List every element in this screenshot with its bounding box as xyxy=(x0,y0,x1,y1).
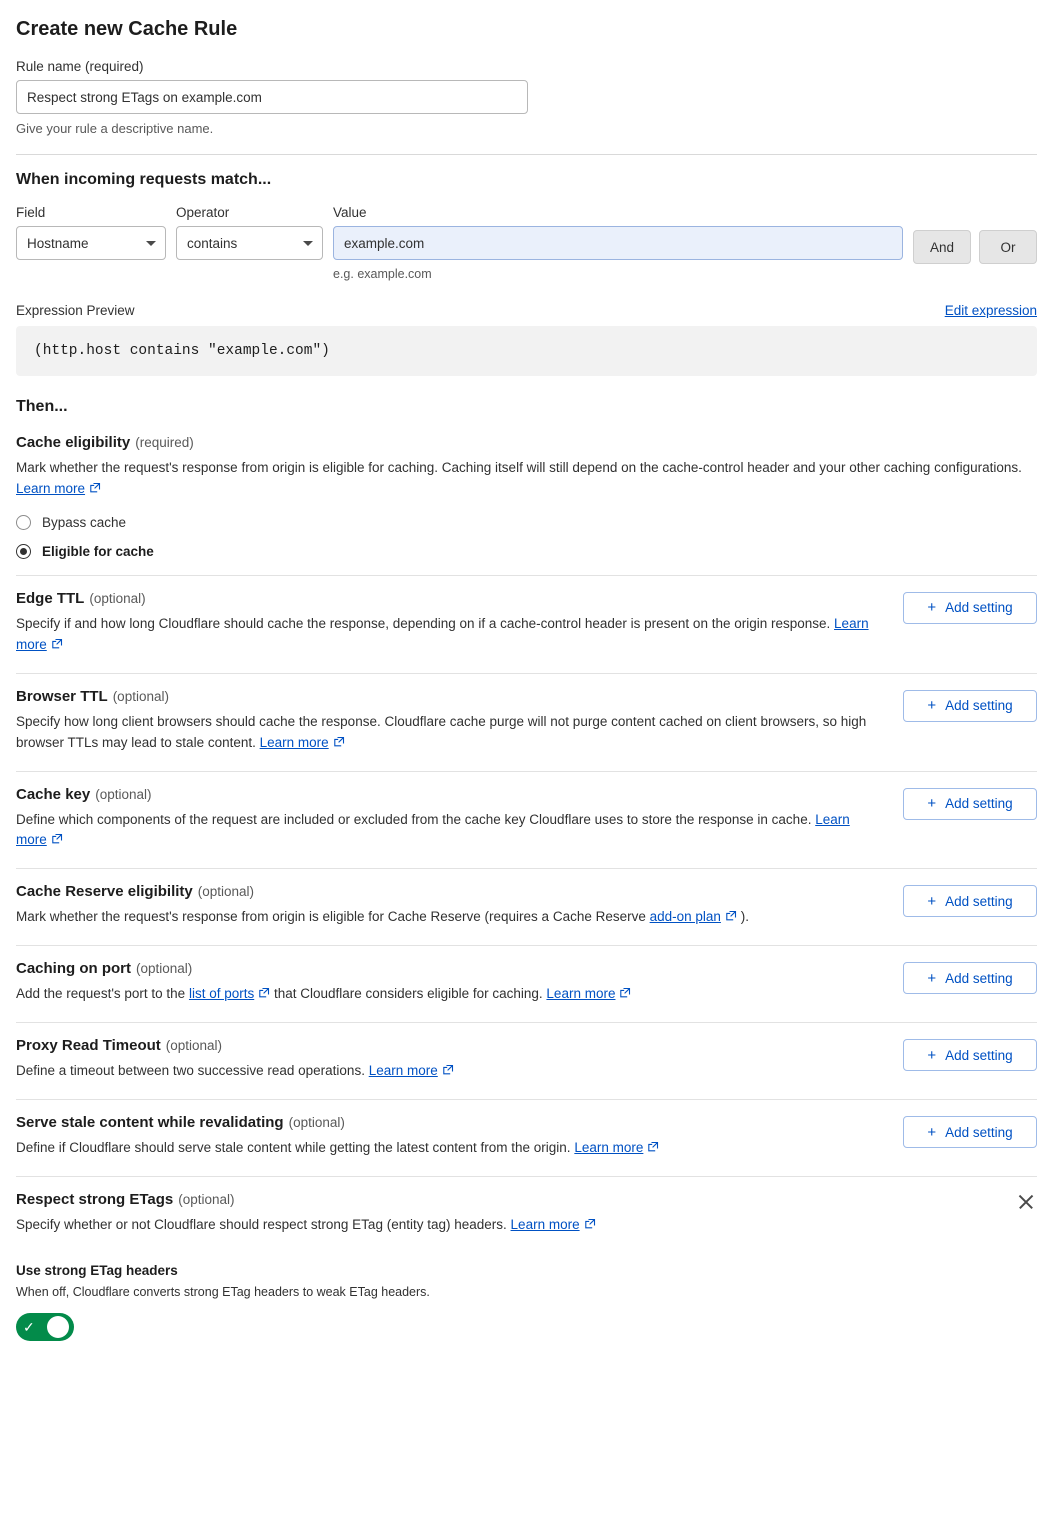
learn-more-link[interactable]: Learn more xyxy=(546,986,616,1002)
chevron-down-icon xyxy=(146,241,156,246)
external-link-icon xyxy=(258,985,270,1006)
external-link-icon xyxy=(333,734,345,755)
learn-more-link[interactable]: Learn more xyxy=(16,480,86,496)
setting-tag: (optional) xyxy=(112,688,169,704)
plus-icon: + xyxy=(927,1123,937,1141)
etags-description-text: Specify whether or not Cloudflare should respect strong ETag (entity tag) headers. xyxy=(16,1217,507,1233)
setting-browser-ttl xyxy=(16,688,1037,755)
divider xyxy=(16,154,1037,155)
chevron-down-icon xyxy=(303,241,313,246)
external-link-icon xyxy=(647,1139,659,1160)
setting-proxy-read-timeout xyxy=(16,1037,1037,1083)
add-setting-button-cache-key[interactable] xyxy=(903,788,1037,820)
setting-description-mid: that Cloudflare considers eligible for caching. xyxy=(274,986,543,1002)
setting-cache-key xyxy=(16,786,1037,853)
value-hint: e.g. example.com xyxy=(333,267,432,281)
setting-title xyxy=(16,688,883,705)
learn-more-link[interactable]: Learn more xyxy=(16,615,869,652)
radio-eligible-for-cache-label: Eligible for cache xyxy=(42,543,154,559)
setting-cache-reserve-eligibility xyxy=(16,883,1037,929)
field-select-value: Hostname xyxy=(27,235,89,251)
add-setting-label: Add setting xyxy=(945,1047,1013,1063)
radio-icon xyxy=(16,515,31,530)
etags-title-text: Respect strong ETags xyxy=(16,1191,174,1209)
page-title: Create new Cache Rule xyxy=(16,18,238,40)
rule-name-help: Give your rule a descriptive name. xyxy=(16,121,214,136)
setting-title xyxy=(16,883,883,900)
etags-toggle[interactable] xyxy=(16,1313,74,1341)
operator-select[interactable] xyxy=(176,226,323,260)
rule-name-group xyxy=(16,59,1037,136)
add-setting-label: Add setting xyxy=(945,698,1013,714)
divider xyxy=(16,1099,1037,1100)
add-setting-button-browser-ttl[interactable] xyxy=(903,690,1037,722)
setting-description xyxy=(16,810,883,853)
setting-description-text: Add the request's port to the xyxy=(16,986,186,1002)
etags-toggle-label: Use strong ETag headers xyxy=(16,1262,178,1278)
plus-icon: + xyxy=(927,697,937,715)
setting-title-text: Proxy Read Timeout xyxy=(16,1037,161,1055)
plus-icon: + xyxy=(927,892,937,910)
plus-icon: + xyxy=(927,599,937,617)
rule-name-label: Rule name (required) xyxy=(16,59,144,74)
setting-description-text: Specify if and how long Cloudflare should cache the response, depending on if a cache-control header is present on the origin response. xyxy=(16,615,831,631)
cache-eligibility-description xyxy=(16,458,1036,501)
list-of-ports-link[interactable]: list of ports xyxy=(188,986,255,1002)
learn-more-link[interactable]: Learn more xyxy=(259,734,329,750)
value-label: Value xyxy=(333,205,367,220)
setting-description-text: Mark whether the request's response from origin is eligible for Cache Reserve (requires a Cache Reserve xyxy=(16,909,646,925)
setting-title-text: Edge TTL xyxy=(16,589,85,607)
add-setting-label: Add setting xyxy=(945,970,1013,986)
setting-description xyxy=(16,1138,883,1160)
cache-eligibility-section xyxy=(16,434,1037,559)
setting-description xyxy=(16,984,883,1006)
external-link-icon xyxy=(51,831,63,852)
setting-title xyxy=(16,1114,883,1131)
radio-eligible-for-cache[interactable] xyxy=(16,544,1037,559)
cache-eligibility-tag: (required) xyxy=(135,435,194,450)
setting-tag: (optional) xyxy=(165,1038,223,1054)
add-setting-label: Add setting xyxy=(945,796,1013,812)
operator-column xyxy=(176,205,323,260)
external-link-icon xyxy=(51,636,63,657)
setting-serve-stale-content xyxy=(16,1114,1037,1160)
setting-title-text: Caching on port xyxy=(16,960,131,978)
external-link-icon xyxy=(725,908,737,929)
divider xyxy=(16,575,1037,576)
plus-icon: + xyxy=(927,795,937,813)
setting-title xyxy=(16,786,883,803)
setting-description xyxy=(16,712,883,755)
plus-icon: + xyxy=(927,969,937,987)
field-label: Field xyxy=(16,205,46,220)
setting-title xyxy=(16,960,883,977)
or-button[interactable]: Or xyxy=(979,230,1037,264)
field-column xyxy=(16,205,166,260)
setting-respect-strong-etags xyxy=(16,1191,1037,1341)
setting-description xyxy=(16,614,883,657)
add-setting-label: Add setting xyxy=(945,600,1013,616)
divider xyxy=(16,1176,1037,1177)
setting-title xyxy=(16,1037,883,1054)
add-setting-button-caching-on-port[interactable] xyxy=(903,962,1037,994)
setting-title-text: Browser TTL xyxy=(16,687,108,705)
etags-tag: (optional) xyxy=(178,1192,235,1208)
edit-expression-link[interactable]: Edit expression xyxy=(944,303,1037,318)
expression-preview-text: (http.host contains "example.com") xyxy=(16,326,1037,376)
learn-more-link[interactable]: Learn more xyxy=(574,1140,644,1156)
setting-description-text: Define a timeout between two successive read operations. xyxy=(16,1063,365,1079)
add-on-plan-link[interactable]: add-on plan xyxy=(649,909,721,925)
setting-description-suffix: ). xyxy=(740,909,749,925)
close-icon[interactable] xyxy=(1015,1191,1037,1213)
external-link-icon xyxy=(442,1062,454,1083)
value-input[interactable] xyxy=(333,226,903,260)
add-setting-button-edge-ttl[interactable] xyxy=(903,592,1037,624)
setting-description xyxy=(16,907,883,929)
operator-select-value: contains xyxy=(187,235,238,251)
expression-preview-label: Expression Preview xyxy=(16,303,135,318)
radio-icon-selected xyxy=(16,544,31,559)
divider xyxy=(16,868,1037,869)
match-row xyxy=(16,205,1037,281)
value-column xyxy=(333,205,903,281)
setting-description-text: Specify how long client browsers should cache the response. Cloudflare cache purge will not purge content cached on client browsers, so high browser TTLs may lead to stale content. xyxy=(16,713,867,750)
match-heading: When incoming requests match... xyxy=(16,171,272,188)
setting-tag: (optional) xyxy=(197,884,255,900)
etags-description xyxy=(16,1215,596,1237)
etags-title xyxy=(16,1191,596,1208)
learn-more-link[interactable]: Learn more xyxy=(510,1217,580,1233)
cache-eligibility-title xyxy=(16,434,1037,451)
learn-more-link[interactable]: Learn more xyxy=(16,811,850,848)
setting-description-text: Define if Cloudflare should serve stale content while getting the latest content from the origin. xyxy=(16,1140,571,1156)
setting-caching-on-port xyxy=(16,960,1037,1006)
cache-eligibility-description-text: Mark whether the request's response from origin is eligible for caching. Caching itself will still depend on the cache-control header and your other caching configurations. xyxy=(16,460,1022,475)
add-setting-button-serve-stale[interactable] xyxy=(903,1116,1037,1148)
add-setting-button-cache-reserve[interactable] xyxy=(903,885,1037,917)
etags-toggle-sub: When off, Cloudflare converts strong ETag headers to weak ETag headers. xyxy=(16,1284,430,1299)
setting-tag: (optional) xyxy=(136,961,193,977)
setting-tag: (optional) xyxy=(89,590,146,606)
divider xyxy=(16,673,1037,674)
expression-header xyxy=(16,303,1037,318)
rule-name-input[interactable] xyxy=(16,80,528,114)
check-icon: ✓ xyxy=(23,1318,35,1335)
plus-icon: + xyxy=(927,1046,937,1064)
divider xyxy=(16,771,1037,772)
setting-title-text: Cache key xyxy=(16,785,91,803)
external-link-icon xyxy=(89,480,101,501)
setting-edge-ttl xyxy=(16,590,1037,657)
setting-title-text: Serve stale content while revalidating xyxy=(16,1114,284,1132)
learn-more-link[interactable]: Learn more xyxy=(368,1063,438,1079)
add-setting-label: Add setting xyxy=(945,1124,1013,1140)
toggle-knob xyxy=(47,1316,69,1338)
setting-tag: (optional) xyxy=(95,786,152,802)
operator-label: Operator xyxy=(176,205,230,220)
add-setting-label: Add setting xyxy=(945,893,1013,909)
setting-title-text: Cache Reserve eligibility xyxy=(16,883,193,901)
radio-bypass-cache[interactable] xyxy=(16,515,1037,530)
and-button[interactable]: And xyxy=(913,230,971,264)
setting-description-text: Define which components of the request are included or excluded from the cache key Cloudflare uses to store the response in cache. xyxy=(16,811,812,827)
external-link-icon xyxy=(619,985,631,1006)
logic-buttons xyxy=(913,205,1037,264)
add-setting-button-proxy-read-timeout[interactable] xyxy=(903,1039,1037,1071)
divider xyxy=(16,945,1037,946)
setting-description xyxy=(16,1061,883,1083)
field-select[interactable] xyxy=(16,226,166,260)
cache-eligibility-title-text: Cache eligibility xyxy=(16,434,131,451)
then-heading: Then... xyxy=(16,398,68,415)
external-link-icon xyxy=(584,1216,596,1237)
divider xyxy=(16,1022,1037,1023)
radio-bypass-cache-label: Bypass cache xyxy=(42,514,127,530)
setting-title xyxy=(16,590,883,607)
setting-tag: (optional) xyxy=(288,1115,345,1131)
